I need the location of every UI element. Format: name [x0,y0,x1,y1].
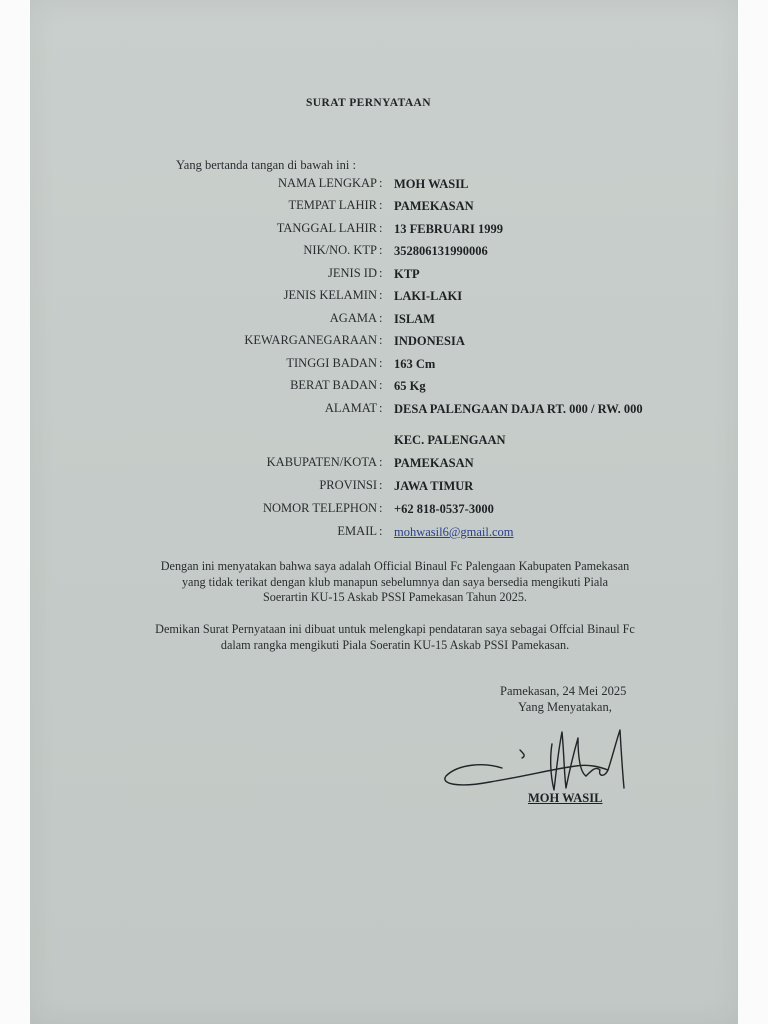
field-colon: : [379,455,383,469]
field-colon: : [379,198,383,212]
field-colon: : [379,266,383,280]
field-value: 352806131990006 [394,244,488,258]
field-label: ALAMAT [324,401,377,415]
field-label: TINGGI BADAN [286,356,377,370]
field-label: EMAIL [337,524,377,538]
field-colon: : [379,221,383,235]
declarer-label: Yang Menyatakan, [518,700,612,714]
field-label: JENIS ID [328,266,377,280]
signer-name: MOH WASIL [528,791,603,805]
field-value: PAMEKASAN [394,199,474,213]
statement-line: yang tidak terikat dengan klub manapun sebelumnya dan saya bersedia mengikuti Piala [181,574,609,589]
field-colon: : [379,288,383,302]
field-label: PROVINSI [319,478,377,492]
field-colon: : [379,243,383,257]
intro-line: Yang bertanda tangan di bawah ini : [176,158,356,172]
field-value: 163 Cm [394,357,436,371]
field-value: JAWA TIMUR [394,479,474,493]
field-label: BERAT BADAN [290,378,377,392]
statement-line: Soerartin KU-15 Askab PSSI Pamekasan Tahun 2025. [263,590,527,604]
closing-line: Demikan Surat Pernyataan ini dibuat untuk melengkapi pendataran saya sebagai Offcial Binaul Fc [155,622,635,636]
field-value: PAMEKASAN [394,456,474,470]
field-colon: : [379,176,383,190]
field-value: +62 818-0537-3000 [394,502,494,516]
field-colon: : [379,524,383,538]
field-label: KEWARGANEGARAAN [244,333,377,347]
field-label: TEMPAT LAHIR [288,198,377,212]
field-colon: : [379,311,383,325]
place-date: Pamekasan, 24 Mei 2025 [500,684,627,698]
field-colon: : [379,501,383,515]
closing-line: dalam rangka mengikuti Piala Soeratin KU-15 Askab PSSI Pamekasan. [220,637,570,652]
statement-line: Dengan ini menyatakan bahwa saya adalah Official Binaul Fc Palengaan Kabupaten Pamekasan [160,559,630,573]
closing-paragraph [108,622,682,653]
field-label: JENIS KELAMIN [283,288,377,302]
field-colon: : [379,333,383,347]
email-link[interactable]: mohwasil6@gmail.com [394,525,514,539]
field-colon: : [379,401,383,415]
field-label: NIK/NO. KTP [303,243,377,257]
field-value: DESA PALENGAAN DAJA RT. 000 / RW. 000 [394,402,643,416]
field-value: KTP [394,267,420,281]
field-label: KABUPATEN/KOTA [266,455,377,469]
field-value: 13 FEBRUARI 1999 [394,222,504,236]
field-value: KEC. PALENGAAN [394,433,506,447]
field-value: INDONESIA [394,334,465,348]
field-value: LAKI-LAKI [394,289,463,303]
field-colon: : [379,378,383,392]
document-title: SURAT PERNYATAAN [306,97,431,109]
field-label: TANGGAL LAHIR [276,221,377,235]
field-label: NOMOR TELEPHON [262,501,377,515]
field-value: 65 Kg [394,379,426,393]
field-value: MOH WASIL [394,177,469,191]
field-label: NAMA LENGKAP [278,176,377,190]
field-colon: : [379,478,383,492]
field-value: ISLAM [394,312,435,326]
handwritten-signature [440,722,640,802]
statement-paragraph [108,559,682,606]
field-colon: : [379,356,383,370]
field-label: AGAMA [329,311,377,325]
